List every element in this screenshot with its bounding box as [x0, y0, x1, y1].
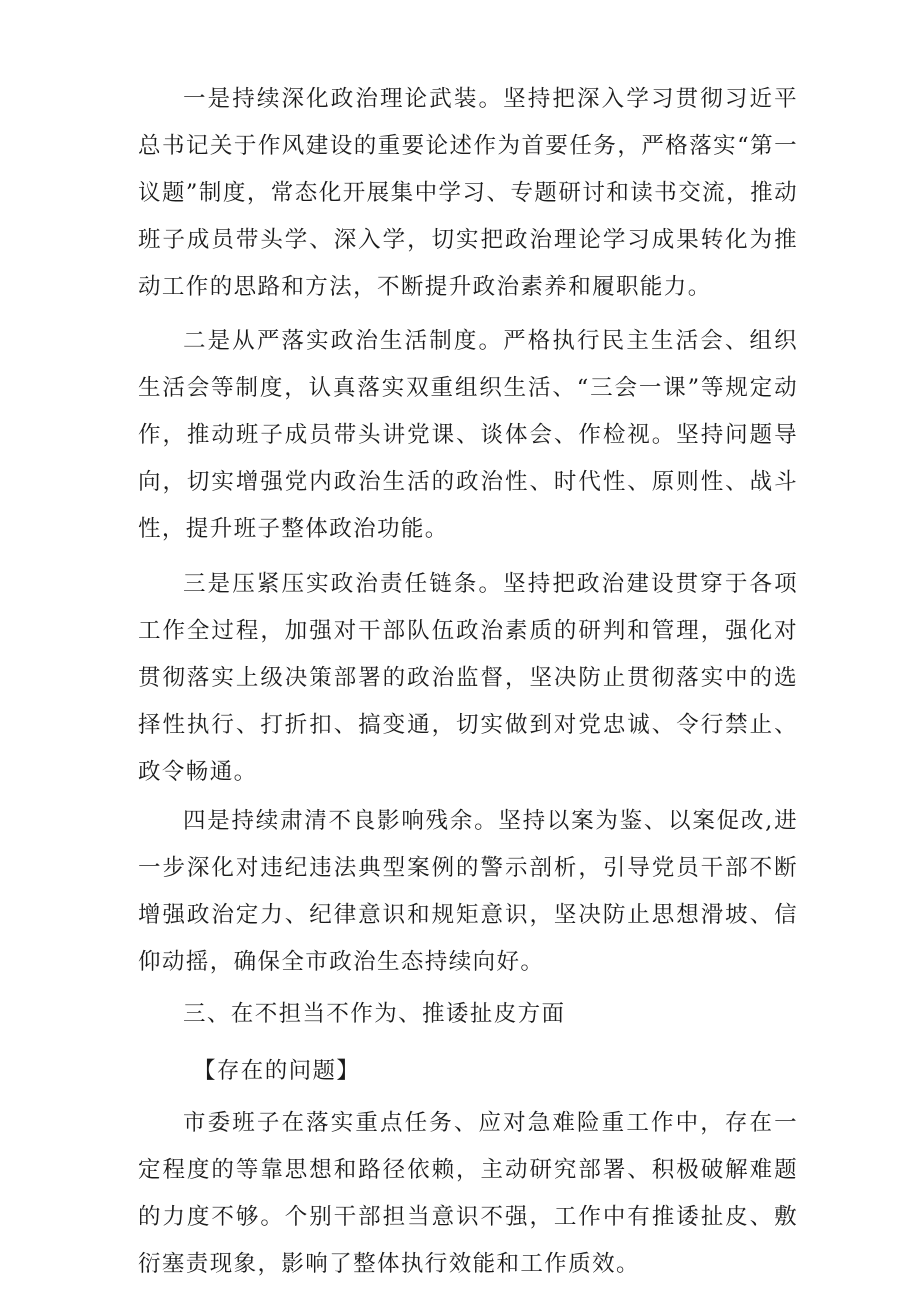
paragraph-eliminate-influence: 四是持续肃清不良影响残余。坚持以案为鉴、以案促改,进一步深化对违纪违法典型案例的警示剖析，引导党员干部不断增强政治定力、纪律意识和规矩意识，坚决防止思想滑坡、信仰动摇，确保全市政治生态持续向好。	[138, 808, 798, 975]
paragraph-problems-description: 市委班子在落实重点任务、应对急难险重工作中，存在一定程度的等靠思想和路径依赖，主动研究部署、积极破解难题的力度不够。个别干部担当意识不强，工作中有推诿扯皮、敷衍塞责现象，影响了整体执行效能和工作质效。	[138, 1110, 798, 1277]
section-heading: 三、在不担当不作为、推诿扯皮方面	[183, 1001, 566, 1027]
document-body	[138, 76, 798, 1288]
paragraph-political-responsibility: 三是压紧压实政治责任链条。坚持把政治建设贯穿于各项工作全过程，加强对干部队伍政治素质的研判和管理，强化对贯彻落实上级决策部署的政治监督，坚决防止贯彻落实中的选择性执行、打折扣、搞变通，切实做到对党忠诚、令行禁止、政令畅通。	[138, 571, 798, 785]
paragraph-political-life: 二是从严落实政治生活制度。严格执行民主生活会、组织生活会等制度，认真落实双重组织生活、“三会一课”等规定动作，推动班子成员带头讲党课、谈体会、作检视。坚持问题导向，切实增强党内政治生活的政治性、时代性、原则性、战斗性，提升班子整体政治功能。	[138, 328, 798, 542]
sub-heading-existing-problems: 【存在的问题】	[193, 1058, 361, 1084]
paragraph-political-theory: 一是持续深化政治理论武装。坚持把深入学习贯彻习近平总书记关于作风建设的重要论述作为首要任务，严格落实“第一议题”制度，常态化开展集中学习、专题研讨和读书交流，推动班子成员带头学、深入学，切实把政治理论学习成果转化为推动工作的思路和方法，不断提升政治素养和履职能力。	[138, 86, 798, 300]
